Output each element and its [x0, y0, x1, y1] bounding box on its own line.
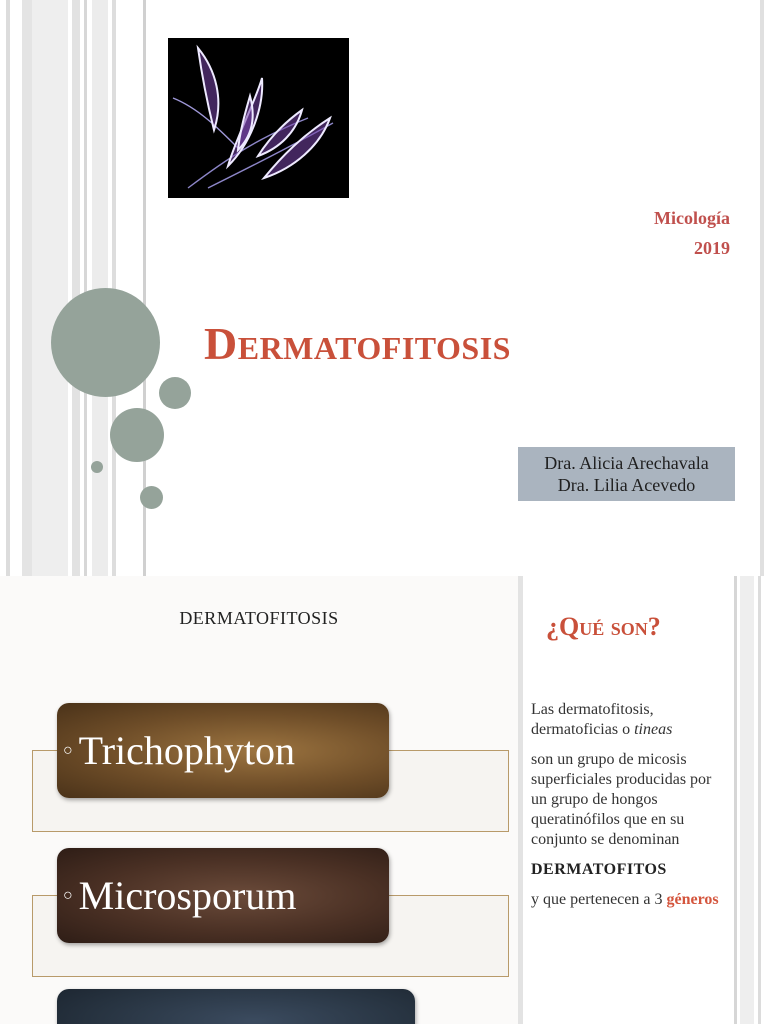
author-name: Dra. Alicia Arechavala: [544, 453, 709, 473]
bullet-icon: ○: [63, 741, 73, 759]
paragraph: son un grupo de micosis superficiales producidas por un grupo de hongos queratinófilos que en su conjunto se denominan: [531, 751, 712, 848]
decor-stripe: [760, 0, 764, 576]
highlight-text: géneros: [666, 891, 719, 908]
decor-stripe: [758, 576, 761, 1024]
genera-slide: [0, 576, 518, 1024]
definition-text: [531, 700, 721, 920]
author-name: Dra. Lilia Acevedo: [557, 475, 696, 495]
decor-stripe: [734, 576, 737, 1024]
decor-stripe: [6, 0, 10, 576]
decor-circle: [159, 377, 191, 409]
definition-slide: [518, 576, 768, 1024]
year-label: 2019: [694, 238, 730, 258]
emphasis-text: tineas: [634, 721, 673, 738]
fungus-micrograph-image: [168, 38, 349, 198]
decor-circle: [51, 288, 160, 397]
decor-stripe: [72, 0, 80, 576]
slide-heading: ¿Qué son?: [546, 612, 661, 641]
decor-stripe: [32, 0, 68, 576]
text: Las dermatofitosis, dermatoficias o: [531, 701, 654, 738]
paragraph: [531, 700, 721, 740]
subject-label: Micología: [654, 208, 730, 228]
authors-box: [518, 447, 735, 501]
slide-heading: DERMATOFITOSIS: [179, 608, 339, 628]
paragraph: [531, 890, 721, 910]
bullet-icon: ○: [63, 886, 73, 904]
text: y que pertenecen a 3: [531, 891, 667, 908]
decor-stripe: [740, 576, 754, 1024]
decor-stripe: [22, 0, 32, 576]
genus-name: Trichophyton: [78, 727, 295, 773]
decor-circle: [110, 408, 164, 462]
decor-stripe: [518, 576, 523, 1024]
subject-and-year: [654, 203, 730, 263]
decor-circle: [91, 461, 103, 473]
decor-stripe: [84, 0, 87, 576]
genus-bar-trichophyton: [57, 703, 389, 798]
decor-circle: [140, 486, 163, 509]
genus-bar-epidermophyton: [57, 989, 415, 1024]
genus-bar-microsporum: [57, 848, 389, 943]
slide-title: Dermatofitosis: [204, 318, 511, 369]
genus-name: Microsporum: [78, 872, 297, 918]
keyword: DERMATOFITOS: [531, 861, 667, 878]
